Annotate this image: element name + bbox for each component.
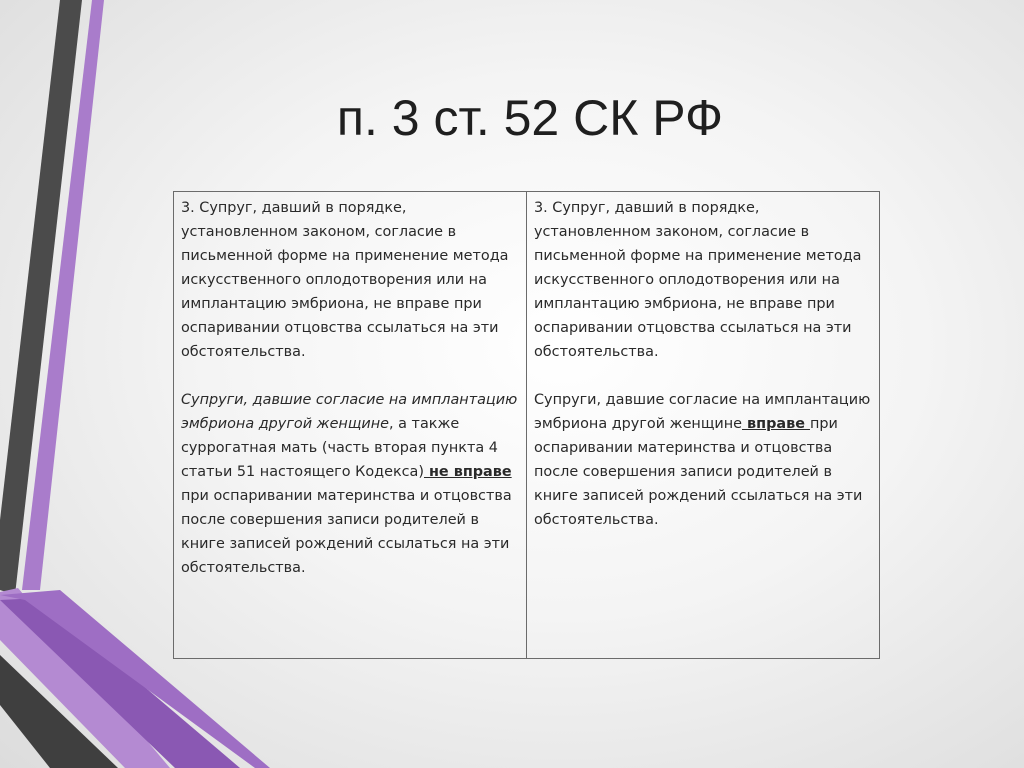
slide-title: п. 3 ст. 52 СК РФ — [336, 90, 724, 146]
right-paragraph-2 — [534, 388, 873, 532]
left-column-cell — [174, 192, 527, 659]
comparison-table — [173, 191, 880, 659]
left-paragraph-2-italic: Супруги, давшие согласие на имплантацию эмбриона другой женщине — [181, 392, 518, 432]
left-paragraph-1: 3. Супруг, давший в порядке, установленном законом, согласие в письменной форме на применение метода искусственного оплодотворения или на имплантацию эмбриона, не вправе при оспаривании отцовства ссылаться на эти обстоятельства. — [181, 200, 509, 360]
left-paragraph-2-end: при оспаривании материнства и отцовства после совершения записи родителей в книге записей рождений ссылаться на эти обстоятельства. — [181, 488, 512, 576]
left-paragraph-2-emphasis: не вправе — [423, 464, 512, 480]
right-column-cell — [527, 192, 880, 659]
right-paragraph-1: 3. Супруг, давший в порядке, установленном законом, согласие в письменной форме на применение метода искусственного оплодотворения или на имплантацию эмбриона, не вправе при оспаривании отцовства ссылаться на эти обстоятельства. — [534, 200, 862, 360]
right-paragraph-2-end: при оспаривании материнства и отцовства после совершения записи родителей в книге записей рождений ссылаться на эти обстоятельства. — [534, 416, 863, 528]
left-paragraph-2-mid: , а также суррогатная мать (часть вторая пункта 4 статьи 51 настоящего Кодекса) — [181, 416, 498, 480]
table-row — [174, 192, 880, 659]
right-paragraph-2-emphasis: вправе — [742, 416, 810, 432]
left-paragraph-2 — [181, 388, 520, 580]
right-paragraph-2-start: Супруги, давшие согласие на имплантацию эмбриона другой женщине — [534, 392, 871, 432]
